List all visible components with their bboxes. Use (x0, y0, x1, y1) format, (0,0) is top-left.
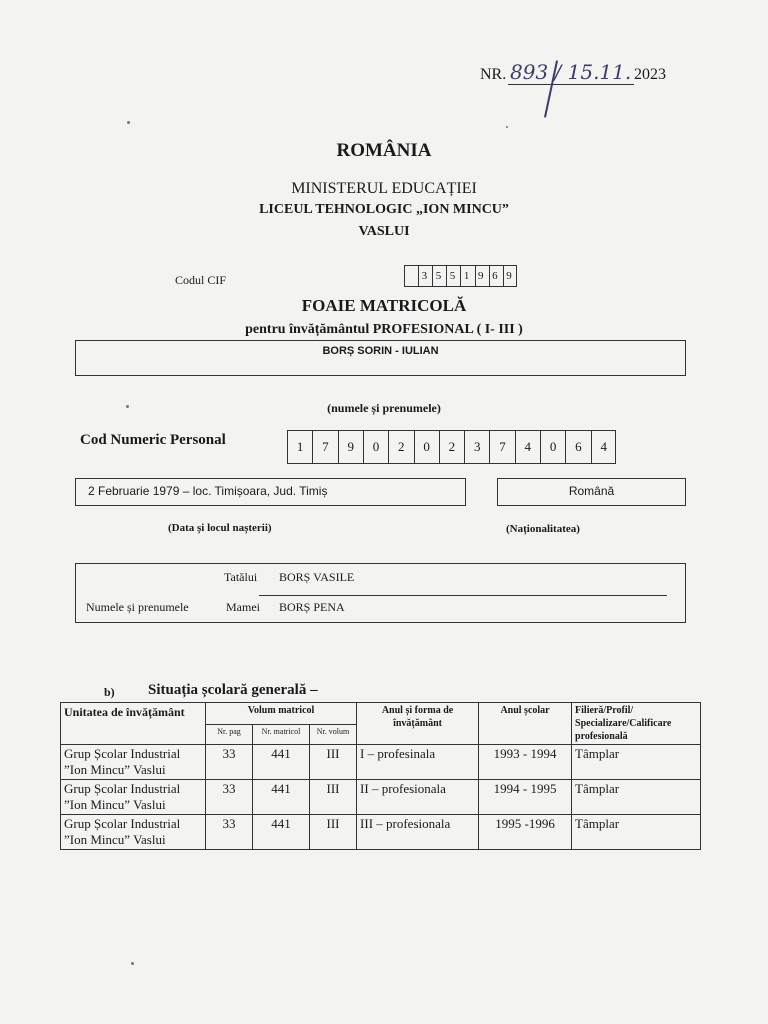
cell-specialization: Tâmplar (572, 745, 701, 780)
cnp-label: Cod Numeric Personal (80, 432, 226, 448)
section-title: Situația școlară generală – (148, 682, 318, 698)
cell-pag: 33 (206, 745, 253, 780)
nr-value: 893 / 15.11. (510, 60, 632, 84)
cif-digit: 6 (489, 266, 501, 286)
cell-matricol: 441 (253, 745, 310, 780)
cell-unit: Grup Școlar Industrial ”Ion Mincu” Vaslui (61, 745, 206, 780)
header-specialization: Filieră/Profil/ Specializare/Calificare profesională (572, 703, 701, 745)
cnp-digit: 2 (388, 431, 413, 463)
header-vol-volum: Nr. volum (310, 724, 357, 744)
father-name: BORȘ VASILE (279, 570, 355, 584)
name-caption: (numele și prenumele) (327, 401, 441, 415)
ministry-title: MINISTERUL EDUCAȚIEI (291, 180, 477, 197)
table-row (61, 815, 701, 850)
document-title: FOAIE MATRICOLĂ (301, 296, 467, 315)
scan-speck (126, 405, 129, 408)
cnp-digit: 0 (414, 431, 439, 463)
header-volume: Volum matricol (206, 703, 357, 725)
cell-specialization: Tâmplar (572, 815, 701, 850)
nr-label: NR. (480, 66, 507, 83)
parents-label: Numele și prenumele (86, 600, 189, 614)
nr-year: 2023 (634, 66, 666, 83)
header-school-year: Anul școlar (479, 703, 572, 745)
student-name-box (75, 340, 686, 376)
mother-name: BORȘ PENA (279, 600, 345, 614)
header-unit: Unitatea de învățământ (61, 703, 206, 745)
table-row (61, 745, 701, 780)
cif-digit: 3 (418, 266, 430, 286)
section-marker: b) (104, 685, 115, 699)
country-title: ROMÂNIA (336, 140, 432, 161)
document-subtitle: pentru învățământul PROFESIONAL ( I- III ) (245, 322, 523, 337)
cell-matricol: 441 (253, 780, 310, 815)
cif-digit: 1 (460, 266, 472, 286)
table-header-row (61, 703, 701, 725)
cif-digit (404, 266, 416, 286)
cnp-digit: 0 (363, 431, 388, 463)
cnp-digit: 7 (312, 431, 337, 463)
student-name: BORȘ SORIN - IULIAN (322, 345, 439, 357)
school-title: LICEUL TEHNOLOGIC „ION MINCU” (259, 202, 509, 217)
cell-pag: 33 (206, 815, 253, 850)
cell-school-year: 1993 - 1994 (479, 745, 572, 780)
cnp-digit: 6 (565, 431, 590, 463)
cell-year-form: III – profesionala (357, 815, 479, 850)
cnp-boxes (287, 430, 616, 464)
parents-divider (259, 595, 667, 596)
cnp-digit: 4 (515, 431, 540, 463)
school-situation-table (60, 702, 701, 850)
cell-unit: Grup Școlar Industrial ”Ion Mincu” Vaslui (61, 815, 206, 850)
header-vol-pag: Nr. pag (206, 724, 253, 744)
scan-speck (506, 126, 508, 128)
cif-boxes (404, 265, 517, 287)
father-label: Tatălui (224, 570, 258, 584)
cnp-digit: 0 (540, 431, 565, 463)
city-title: VASLUI (358, 224, 410, 239)
cif-digit: 9 (503, 266, 515, 286)
scan-speck (131, 962, 134, 965)
cell-specialization: Tâmplar (572, 780, 701, 815)
cif-digit: 9 (475, 266, 487, 286)
registration-number (480, 62, 680, 92)
cell-volum: III (310, 815, 357, 850)
cnp-digit: 4 (591, 431, 616, 463)
cell-school-year: 1995 -1996 (479, 815, 572, 850)
cnp-digit: 2 (439, 431, 464, 463)
birth-box (75, 478, 466, 506)
cif-digit: 5 (432, 266, 444, 286)
cell-year-form: II – profesionala (357, 780, 479, 815)
cnp-digit: 9 (338, 431, 363, 463)
parents-box (75, 563, 686, 623)
nationality-value: Română (568, 484, 615, 498)
cnp-digit: 7 (489, 431, 514, 463)
cell-school-year: 1994 - 1995 (479, 780, 572, 815)
cell-pag: 33 (206, 780, 253, 815)
table-row (61, 780, 701, 815)
cell-unit: Grup Școlar Industrial ”Ion Mincu” Vaslui (61, 780, 206, 815)
scan-speck (127, 121, 130, 124)
birth-value: 2 Februarie 1979 – loc. Timișoara, Jud. Timiș (88, 484, 328, 498)
header-year-form: Anul și forma de învățământ (357, 703, 479, 745)
cell-volum: III (310, 780, 357, 815)
nationality-caption: (Naționalitatea) (506, 523, 580, 535)
cif-digit: 5 (446, 266, 458, 286)
cell-volum: III (310, 745, 357, 780)
nationality-box (497, 478, 686, 506)
cif-label: Codul CIF (175, 273, 227, 287)
cnp-digit: 3 (464, 431, 489, 463)
cnp-digit: 1 (287, 431, 312, 463)
mother-label: Mamei (226, 600, 260, 614)
birth-caption: (Data și locul nașterii) (168, 522, 272, 534)
cell-matricol: 441 (253, 815, 310, 850)
header-vol-matricol: Nr. matricol (253, 724, 310, 744)
cell-year-form: I – profesinala (357, 745, 479, 780)
nr-underline (508, 84, 634, 85)
